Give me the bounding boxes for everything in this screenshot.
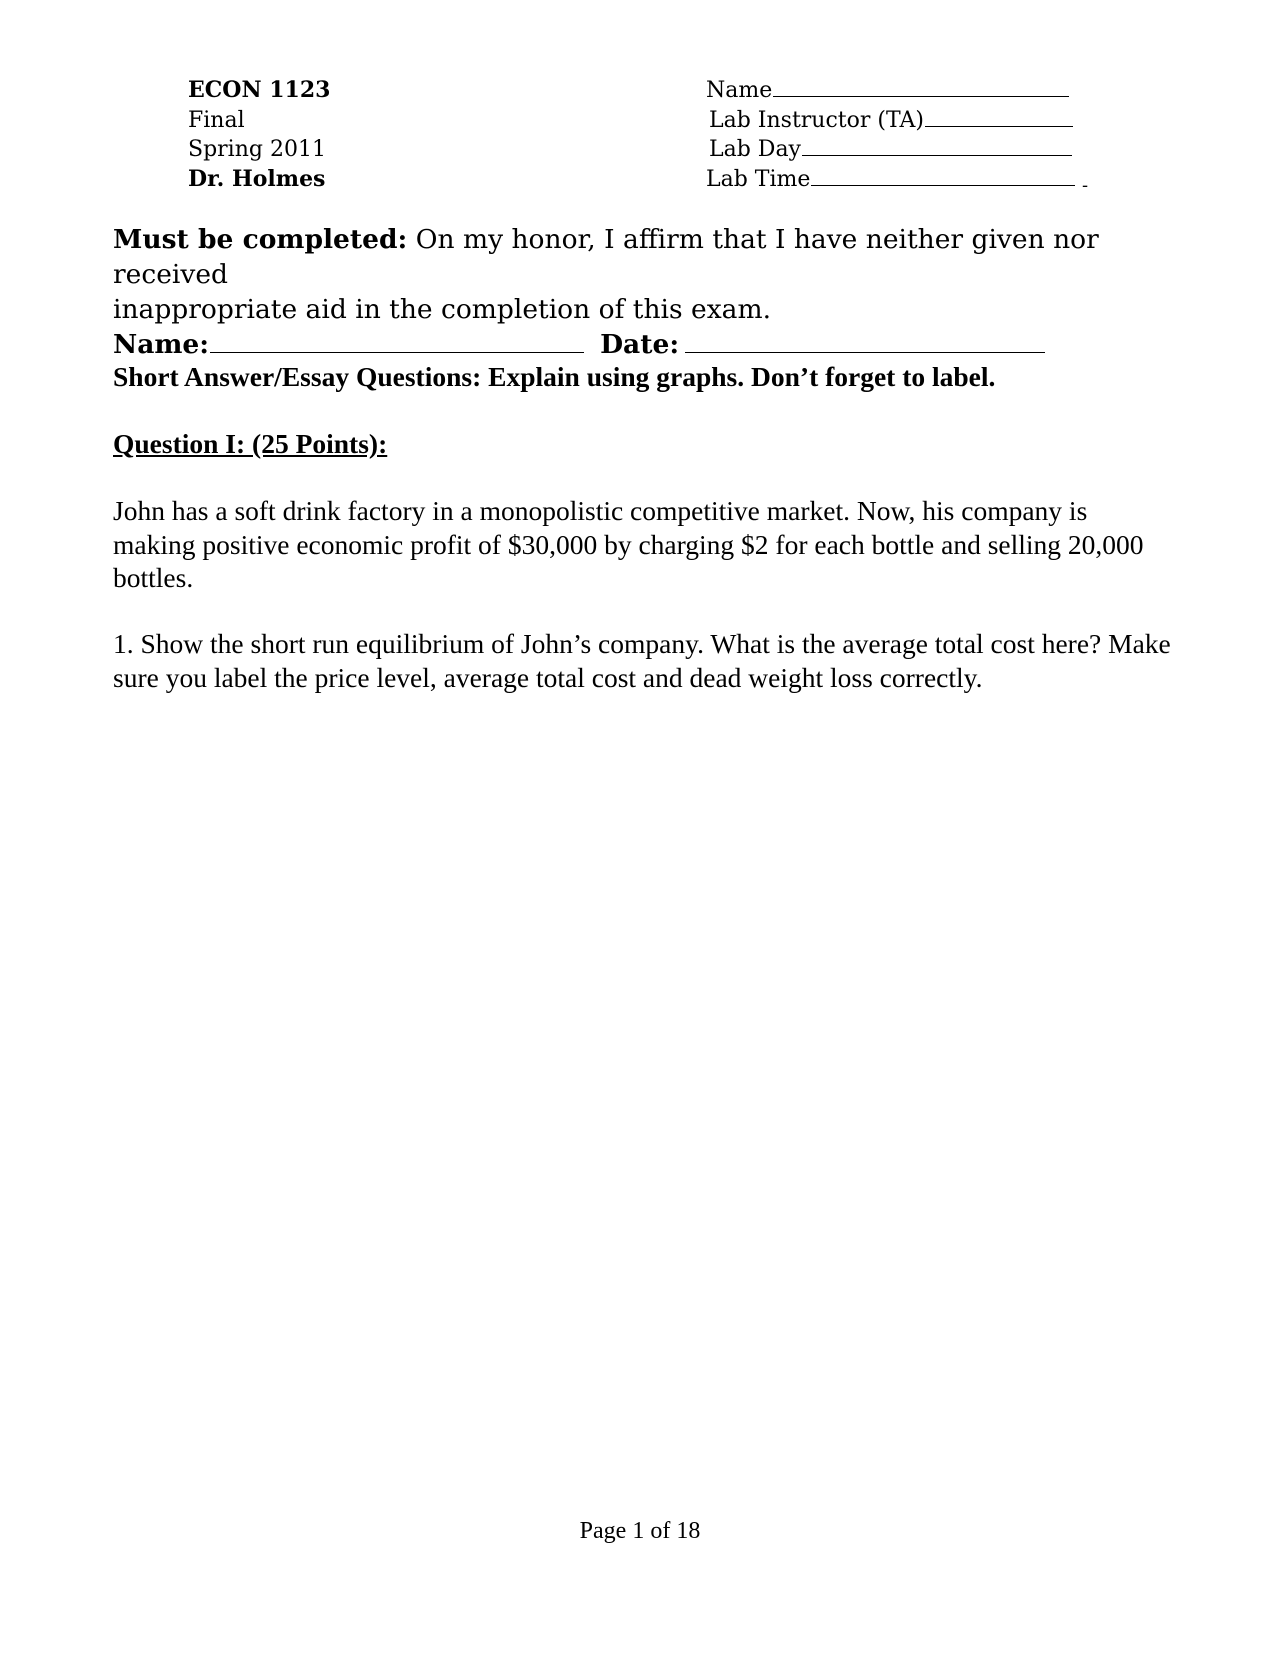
lab-day-label: Lab Day [709, 137, 801, 162]
course-code: ECON 1123 [188, 77, 331, 103]
lab-instructor-row [709, 106, 1078, 136]
lab-time-blank-field[interactable] [811, 167, 1075, 186]
exam-term: Spring 2011 [188, 137, 326, 162]
name-label: Name [706, 78, 773, 103]
honor-date-blank-field[interactable] [685, 330, 1045, 353]
question-heading: Question I: (25 Points): [113, 428, 388, 459]
lab-time-row [706, 165, 1089, 196]
honor-statement-line2: inappropriate aid in the completion of this exam. [113, 294, 771, 325]
honor-name-label: Name: [113, 329, 210, 360]
instructions: Short Answer/Essay Questions: Explain using graphs. Don’t forget to label. [113, 361, 996, 392]
honor-date-label: Date: [600, 329, 680, 360]
stray-mark: - [1082, 174, 1089, 196]
course-info-block [188, 76, 330, 194]
name-row [706, 76, 1075, 106]
question-part-1: 1. Show the short run equilibrium of John’s company. What is the average total cost here? Make sure you label the price level, average total cost and dead weight loss correctly. [113, 628, 1171, 693]
honor-signature-row [113, 327, 1173, 362]
honor-pledge [113, 222, 1173, 362]
instructor-name: Dr. Holmes [188, 165, 326, 192]
lab-instructor-blank-field[interactable] [925, 108, 1073, 127]
honor-statement-line1: On my honor, I affirm that I have neither given nor received [113, 224, 1099, 290]
lab-day-row [709, 135, 1078, 165]
lab-instructor-label: Lab Instructor (TA) [709, 107, 924, 133]
student-info-block [706, 76, 1089, 196]
name-blank-field[interactable] [773, 78, 1069, 97]
lab-time-label: Lab Time [706, 166, 811, 192]
lab-day-blank-field[interactable] [802, 137, 1072, 156]
honor-statement [113, 222, 1173, 292]
honor-lead: Must be completed: [113, 224, 408, 255]
page-indicator: Page 1 of 18 [579, 1518, 701, 1544]
honor-name-blank-field[interactable] [210, 330, 584, 353]
question-scenario: John has a soft drink factory in a monopolistic competitive market. Now, his company is making positive economic profit of $30,000 by charging $2 for each bottle and selling 20,000 bottles. [113, 495, 1144, 593]
exam-type: Final [188, 107, 245, 133]
